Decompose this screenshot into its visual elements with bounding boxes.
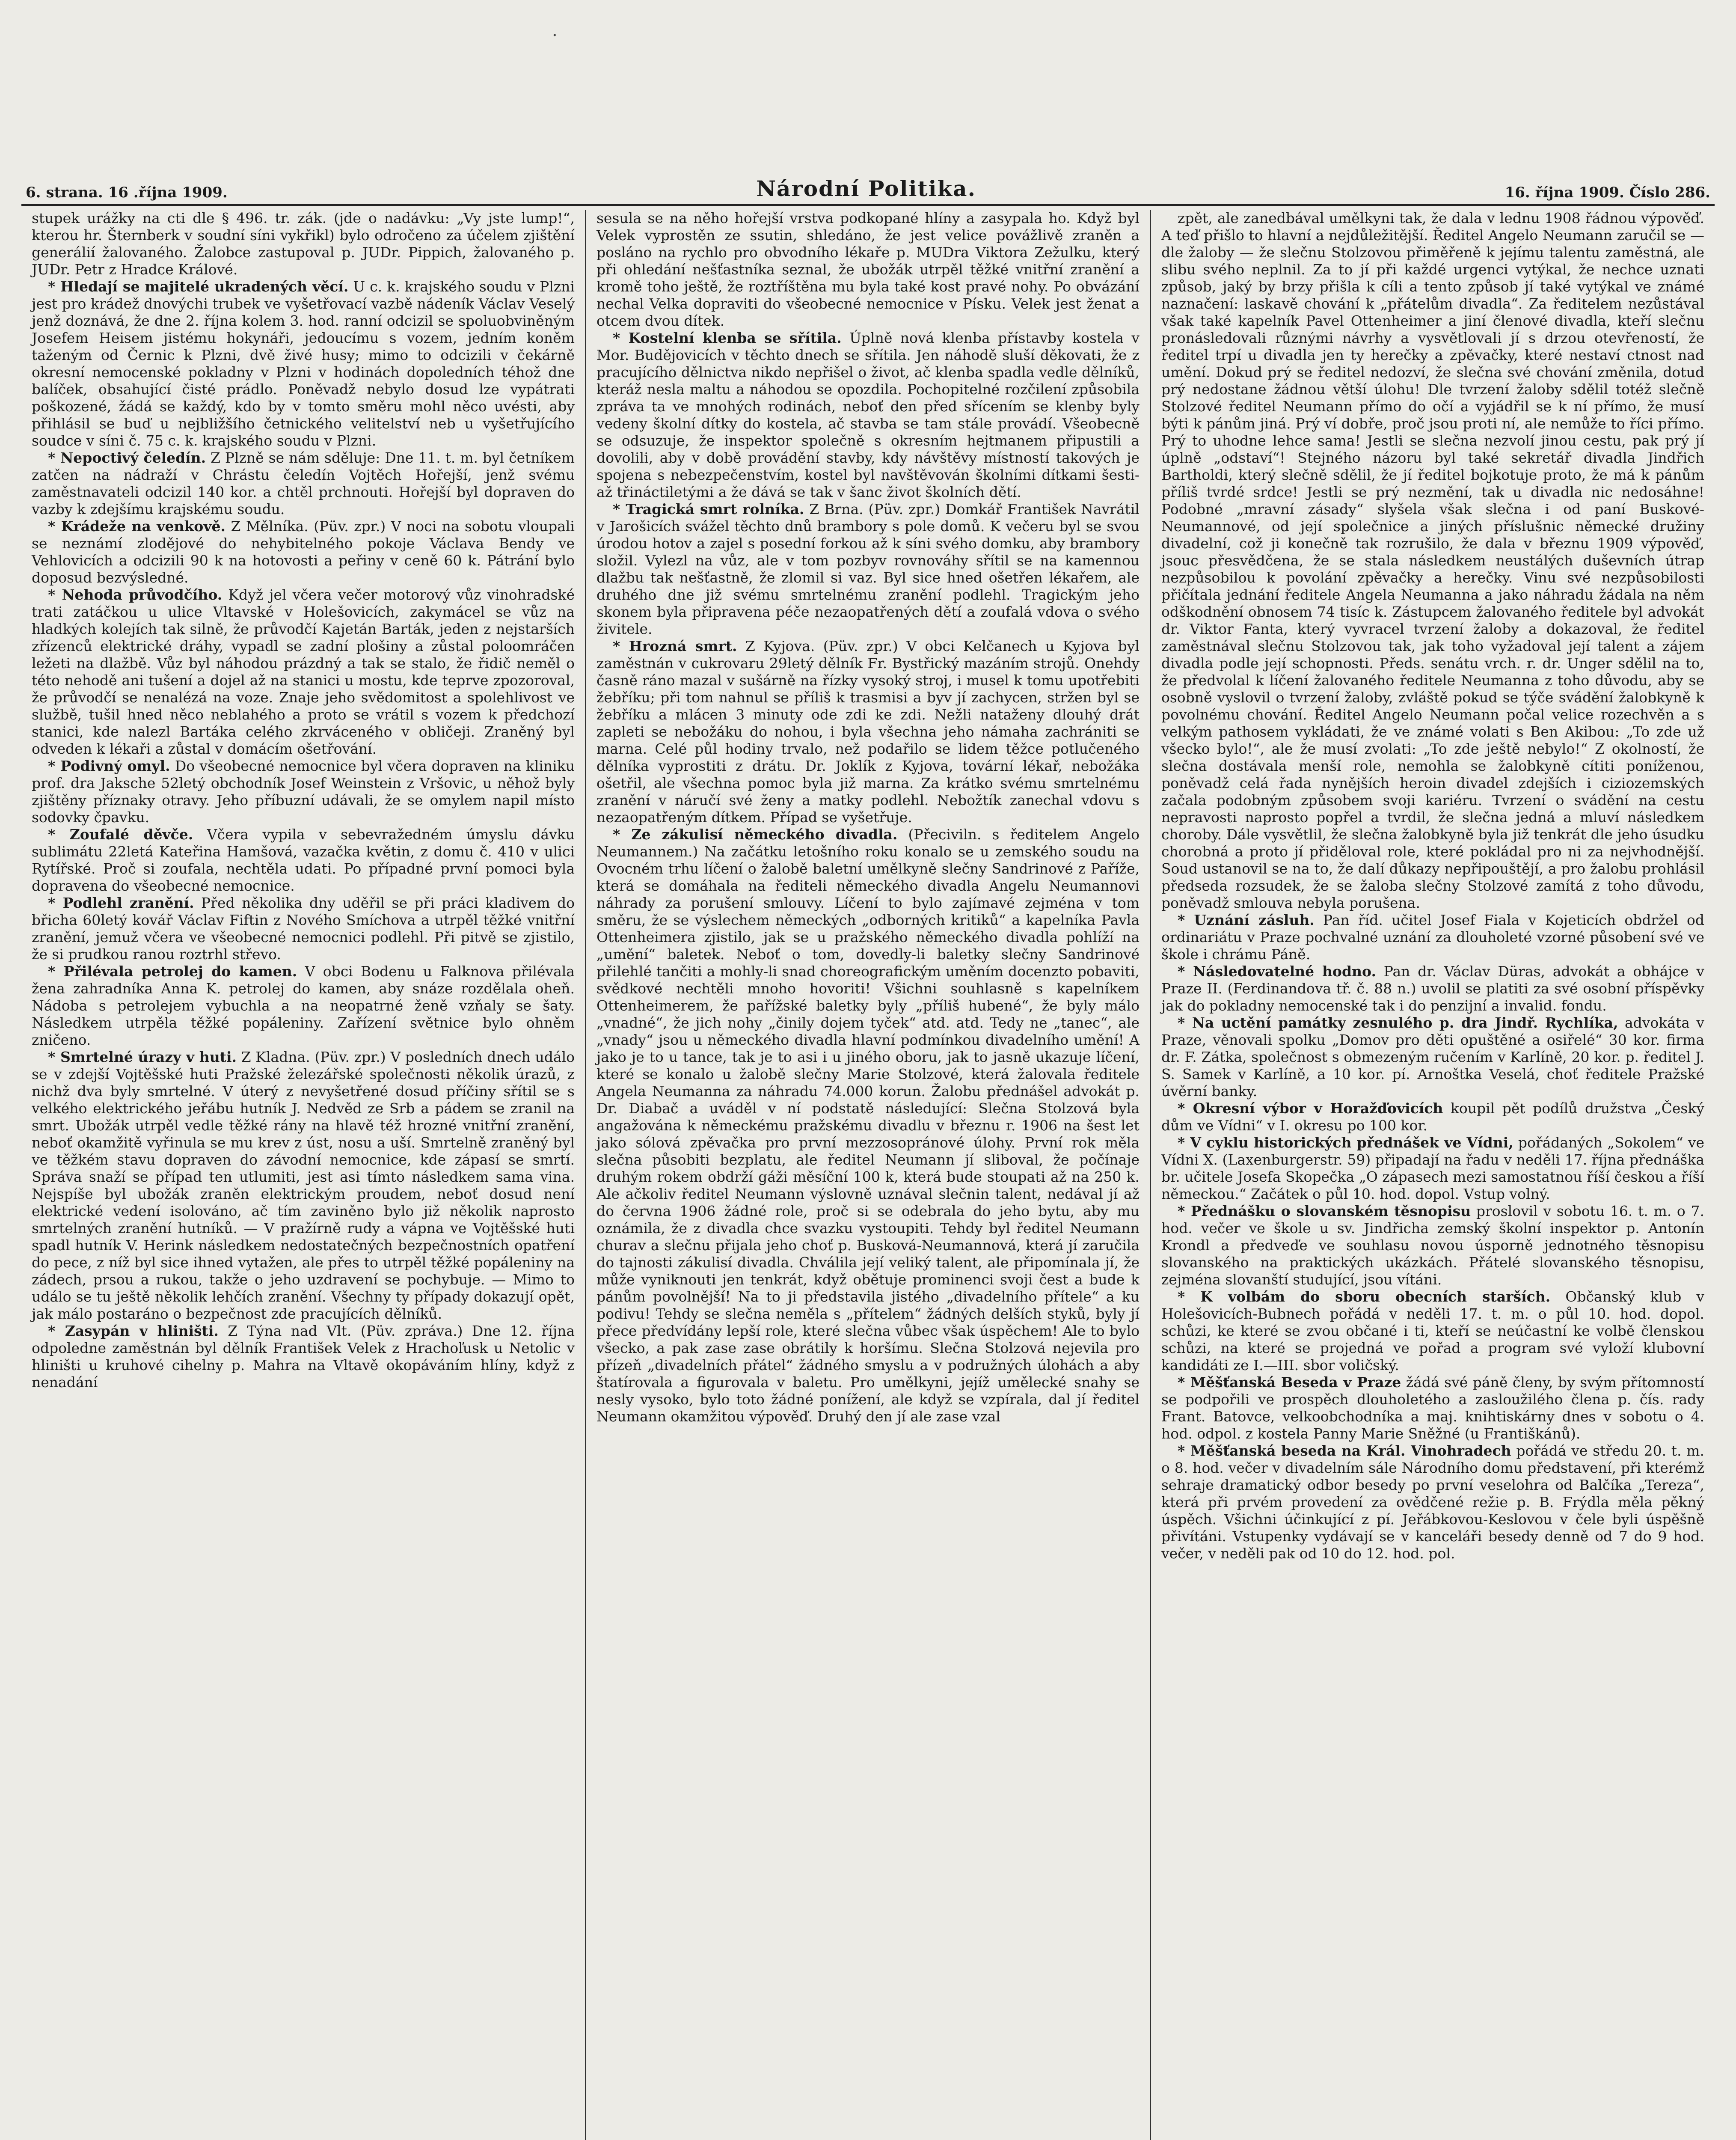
article-heading: * Hrozná smrt. [613,638,737,654]
article-text: Pan dr. Václav Düras, advokát a obhájce v Praze II. (Ferdinandova tř. č. 88 n.) uvolil se platiti za své osobní příspěvky jak do pokladny nemocenské tak i do penzijní a invalid. fondu. [1161,963,1704,1014]
article-heading: * Měšťanská Beseda v Praze [1178,1374,1401,1391]
article-heading: * Nepoctivý čeledín. [48,449,206,466]
article-text: (Přeciviln. s ředitelem Angelo Neumannem.) Na začátku letošního roku konalo se u zemského soudu na Ovocném trhu líčení o žalobě baletní umělkyně slečny Sandrinové z Paříže, která se domáhala na řediteli německého divadla Angelu Neumannovi náhrady za porušení smlouvy. Líčení to bylo zajímavé zejména v tom směru, že se výslechem německých „odborných kritiků“ a kapelníka Pavla Ottenheimera zjistilo, jak se u pražského německého divadla pohlíží na „umění“ baletek. Neboť o tom, dovedly-li baletky slečny Sandrinové přilehlé tančiti a mohly-li snad choreografickým uměním docenzto pobaviti, svědkové nechtěli mnoho hovoriti! Všichni souhlasně s kapelníkem Ottenheimerem, že pařížské baletky byly „příliš hubené“, že byly málo „vnadné“, že jich nohy „činily dojem tyček“ atd. atd. Tedy ne „tanec“, ale „vnady“ jsou u německého divadla hlavní podmínkou divadelního umění! A jako je to u tance, tak je to asi i u jiného oboru, jak to jasně ukazuje líčení, které se konalo u žalobě slečny Marie Stolzové, která žalovala ředitele Angela Neumanna za náhradu 74.000 korun. Žalobu přednášel advokát p. Dr. Diabač a uváděl v ní podstatě následující: Slečna Stolzová byla angažována k německému pražskému divadlu v březnu r. 1906 na šest let jako sólová zpěvačka pro první mezzosopránové úlohy. První rok měla slečna působiti bezplatu, ale ředitel Neumann jí sliboval, že počínaje druhým rokem obdrží gáži měsíční 100 k, která bude stoupati až na 250 k. Ale ačkoliv ředitel Neumann výslovně uznával slečnin talent, nedával jí až do června 1906 žádné role, proč si se odebrala do jeho bytu, aby mu oznámila, že z divadla chce svazku vystoupiti. Tehdy byl ředitel Neumann churav a slečnu přijala jeho choť p. Busková-Neumannová, která jí zaručila do tajnosti zákulisí divadla. Chválila její veliký talent, ale připomínala jí, že může vyniknouti jen tenkrát, když obětuje prominenci svoji čest a bude k pánům povolnější! Na to ji představila jistého „divadelního přítele“ a ku podivu! Tehdy se slečna neměla s „přítelem“ žádných delších styků, byly jí přece předvídány lepší role, které slečna vůbec však úspěchem! Ale to bylo všecko, a pak zase zase obrátily k horšímu. Slečna Stolzová nejevila pro přízeň „divadelních přátel“ žádného smyslu a v podružných úlohách a aby štatírovala a figurovala v baletu. Pro umělkyni, jejíž umělecké snahy se nesly vysoko, bylo toto žádné ponížení, ale když se vzpírala, dal jí ředitel Neumann okamžitou výpověď. Druhý den jí ale zase vzal [596,826,1140,1425]
article-text: Z Týna nad Vlt. (Püv. zpráva.) Dne 12. října odpoledne zaměstnán byl dělník František Velek z Hrachoľusk u Netolic v hliništi u kruhové cihelny p. Mahra na Vltavě okopáváním hlíny, když z nenadání [32,1323,575,1391]
article-text: pořádaných „Sokolem“ ve Vídni X. (Laxenburgerstr. 59) připadají na řadu v neděli 17. října přednáška br. učitele Josefa Skopečka „O zápasech mezi samostatnou říší českou a říší německou.“ Začátek o půl 10. hod. dopol. Vstup volný. [1161,1134,1704,1202]
article-text: Z Kladna. (Püv. zpr.) V posledních dnech událo se v zdejší Vojtěšské huti Pražské železářské společnosti několik úrazů, z nichž dva byly smrtelné. V úterý z nevyšetřené dosud příčiny sřítil se s velkého elektrického jeřábu hutník J. Nedvěd ze Srb a pádem se zranil na smrt. Ubožák utrpěl vedle těžké rány na hlavě též hrozné vnitřní zranění, neboť okamžitě vyřinula se mu krev z úst, nosu a uší. Smrtelně zraněný byl ve těžkém stavu dopraven do závodní nemocnice, kde zápasí se smrtí. Správa snaží se případ ten utlumiti, jest asi tímto následkem sama vina. Nejspíše byl ubožák zraněn elektrickým proudem, neboť dosud není elektrické vedení isolováno, ač tím zaviněno bylo již několik naprosto smrtelných zranění hutníků. — V pražírně rudy a vápna ve Vojtěšské huti spadl hutník V. Herink následkem nedostatečných bezpečnostních opatření do pece, z níž byl sice ihned vytažen, ale přes to utrpěl těžké popáleniny na zádech, prsou a rukou, takže o jeho uzdravení se pochybuje. — Mimo to událo se tu ještě několik lehčích zranění. Všechny ty případy dokazují opět, jak málo postaráno o bezpečnost zde pracujících dělníků. [32,1049,575,1322]
article-heading: * K volbám do sboru obecních starších. [1178,1288,1551,1305]
article-paragraph [1161,963,1704,1014]
header-rule [21,204,1715,206]
article-paragraph [1161,1100,1704,1134]
article-text: Z Kyjova. (Püv. zpr.) V obci Kelčanech u Kyjova byl zaměstnán v cukrovaru 29letý dělník Fr. Bystřický mazáním strojů. Onehdy časně ráno mazal v sušárně na řízky vysoký stroj, i musel k tomu upotřebiti žebříku; při tom nahnul se příliš k trasmisi a byv jí zachycen, stržen byl se žebříku a mlácen 3 minuty ode zdi ke zdi. Nežli nataženy dlouhý drát zapleti se nebožáku do nohou, i byla všechna jeho námaha zachrániti se marna. Celé půl hodiny trvalo, než podařilo se lidem těžce potlučeného dělníka vyprostiti z drátu. Dr. Joklík z Kyjova, tovární lékař, nebožáka ošetřil, ale všechna pomoc byla již marna. Za krátko svému smrtelnému zranění v náručí své ženy a matky podlehl. Nebožtík zanechal vdovu s nezaopatřeným dítkem. Případ se vyšetřuje. [596,638,1140,826]
article-text: žádá své páně členy, by svým přítomností se podpořili ve prospěch dlouholetého a zasloužilého člena p. čís. rady Frant. Batovce, velkoobchodníka a maj. knihtiskárny dnes v sobotu o 4. hod. odpol. z kostela Panny Marie Sněžné (u Františkánů). [1161,1374,1704,1442]
page-header [26,171,1710,201]
article-heading: * Hledají se majitelé ukradených věcí. [48,278,349,295]
article-text: advokáta v Praze, věnovali spolku „Domov pro děti opuštěné a osiřelé“ 30 kor. firma dr. F. Zátka, společnost s obmezeným ručením v Karlíně, 20 kor. p. ředitel J. S. Samek v Karlíně, a 10 kor. pí. Arnoštka Veselá, choť ředitele Pražské úvěrní banky. [1161,1014,1704,1100]
article-text: U c. k. krajského soudu v Plzni jest pro krádež dnovýchi trubek ve vyšetřovací vazbě nádeník Václav Veselý jenž doznává, že dne 2. října kolem 3. hod. ranní odcizil se spoluobviněným Josefem Heisem jistému hokynáři, jedoucímu s vozem, jedním koněm taženým od Černic k Plzni, dvě živé husy; mimo to odcizili v čekárně okresní nemocenské pokladny v Plzni v hodinách dopoledních téhož dne balíček, obsahující čisté prádlo. Poněvadž nebylo dosud lze vypátrati poškozené, žádá se každý, kdo by v tomto směru mohl něco uvésti, aby přihlásil se buď u nejbližšího četnického velitelství neb u vyšetřujícího soudce v síni č. 75 c. k. krajského soudu v Plzni. [32,278,575,449]
article-paragraph [596,330,1140,501]
article-paragraph [1161,1134,1704,1203]
article-text: pořádá ve středu 20. t. m. o 8. hod. večer v divadelním sále Národního domu představení, při kterémž sehraje dramatický odbor besedy po první veselohra od Balčíka „Tereza“, která při prvém provedení za ovědčené režie p. B. Frýdla měla pěkný úspěch. Všichni účinkující z pí. Jeřábkovou-Keslovou v čele byli úspěšně přivítáni. Vstupenky vydávají se v kanceláři besedy denně od 7 do 9 hod. večer, v neděli pak od 10 do 12. hod. pol. [1161,1442,1704,1562]
article-paragraph [32,449,575,518]
article-paragraph [1161,210,1704,912]
article-paragraph [32,586,575,758]
article-paragraph [32,963,575,1049]
article-heading: * Ze zákulisí německého divadla. [613,826,898,843]
article-paragraph [1161,1442,1704,1562]
article-heading: * Smrtelné úrazy v huti. [48,1049,237,1065]
article-heading: * Následovatelné hodno. [1178,963,1376,980]
article-heading: * Tragická smrt rolníka. [613,501,804,517]
article-text: Z Brna. (Püv. zpr.) Domkář František Navrátil v Jarošicích svážel těchto dnů brambory s pole domů. K večeru byl se svou úrodou hotov a zajel s posední forkou až k síni svého domku, aby brambory složil. Vylezl na vůz, ale v tom pozbyv rovnováhy sřítil se na kamennou dlažbu tak nešťastně, že zlomil si vaz. Byl sice hned ošetřen lékařem, ale druhého dne již svému smrtelnému zranění podlehl. Tragickým jeho skonem byla připravena péče nezaopatřených dětí a zoufalá vdova o svého živitele. [596,501,1140,637]
article-heading: * Na uctění památky zesnulého p. dra Jindř. Rychlíka, [1178,1014,1618,1031]
article-paragraph [32,895,575,963]
article-text: V obci Bodenu u Falknova přilévala žena zahradníka Anna K. petrolej do kamen, aby snáze rozdělala oheň. Nádoba s petrolejem vybuchla a na neopatrné ženě vzňaly se šaty. Následkem utrpěla těžké popáleniny. Zařízení světnice bylo ohněm zničeno. [32,963,575,1048]
column-3 [1150,210,1715,2140]
article-text: Včera vypila v sebevražedném úmyslu dávku sublimátu 22letá Kateřina Hamšová, vazačka květin, z domu č. 410 v ulici Rytířské. Proč si zoufala, nechtěla udati. Po případné první pomoci byla dopravena do všeobecné nemocnice. [32,826,575,894]
article-heading: * Přilévala petrolej do kamen. [48,963,297,980]
article-paragraph [32,826,575,895]
article-paragraph [32,758,575,826]
article-paragraph [32,278,575,449]
article-columns [21,210,1715,2140]
article-heading: * Uznání zásluh. [1178,912,1315,928]
article-text: Do všeobecné nemocnice byl včera dopraven na kliniku prof. dra Jaksche 52letý obchodník Josef Weinstein z Vršovic, u něhož byly zjištěny příznaky otravy. Jeho příbuzní udávali, že se omylem napil místo sodovky čpavku. [32,758,575,826]
article-text: Před několika dny uděřil se při práci kladivem do břicha 60letý kovář Václav Fiftin z Nového Smíchova a utrpěl těžké vnitřní zranění, jemuž včera ve všeobecné nemocnici podlehl. Při pitvě se zjistilo, že si prudkou ranou roztrhl střevo. [32,895,575,963]
article-text: stupek urážky na cti dle § 496. tr. zák. (jde o nadávku: „Vy jste lump!“, kterou hr. Šternberk v soudní síni vykřikl) bylo odročeno za účelem zjištění generálií žalovaného. Žalobce zastupoval p. JUDr. Pippich, žalovaného p. JUDr. Petr z Hradce Králové. [32,210,575,278]
article-heading: * Nehoda průvodčího. [48,586,223,603]
article-heading: * Podlehl zranění. [48,895,194,911]
article-heading: * Podivný omyl. [48,758,170,774]
article-heading: * Měšťanská beseda na Král. Vinohradech [1178,1442,1511,1459]
article-paragraph [1161,1014,1704,1100]
article-paragraph [1161,912,1704,963]
article-paragraph [596,210,1140,330]
article-text: sesula se na něho hořejší vrstva podkopané hlíny a zasypala ho. Když byl Velek vyprostěn ze ssutin, shledáno, že jest velice povážlivě zraněn a posláno na rychlo pro obvodního lékaře p. MUDra Viktora Zežulku, který při ohledání nešťastníka seznal, že ubožák utrpěl těžké vnitřní zranění a kromě toho ještě, že roztříštěna mu byla také kost pravé nohy. Po obvázání nechal Velka dopraviti do všeobecné nemocnice v Písku. Velek jest ženat a otcem dvou dítek. [596,210,1140,329]
article-paragraph [1161,1288,1704,1374]
header-right: 16. října 1909. Číslo 286. [1505,184,1710,201]
article-text: koupil pět podílů družstva „Český dům ve Vídni“ v I. okresu po 100 kor. [1161,1100,1704,1134]
article-heading: * V cyklu historických přednášek ve Vídni, [1178,1134,1513,1151]
article-heading: * Zoufalé děvče. [48,826,193,843]
article-heading: * Zasypán v hliništi. [48,1323,219,1339]
article-paragraph [596,826,1140,1425]
top-mark: · [552,26,558,45]
article-text: Úplně nová klenba přístavby kostela v Mor. Budějovicích v těchto dnech se sřítila. Jen náhodě sluší děkovati, že z pracujícího dělnictva nikdo nepřišel o život, ač klenba spadla vedle dělníků, kteráž nesla maltu a náhodou se opozdila. Pochopitelné rozčilení způsobila zpráva ta ve mnohých rodinách, neboť den před sřícením se klenby byly vedeny školní dítky do kostela, ač stavba se tam stále provádí. Všeobecně se odsuzuje, že inspektor společně s okresním hejtmanem připustili a dovolili, aby v době provádění stavby, kdy návštěvy místností takových je spojena s nebezpečenstvím, kostel byl navštěvován školními dítkami šesti- až třináctiletými a že dává se tak v šanc život školních dětí. [596,330,1140,500]
column-2 [585,210,1150,2140]
newspaper-title: Národní Politika. [756,176,976,201]
article-text: Z Mělníka. (Püv. zpr.) V noci na sobotu vloupali se neznámí zlodějové do nehybitelného pokoje Václava Bendy ve Vehlovicích a odcizili 90 k na hotovosti a peřiny v ceně 60 k. Pátrání bylo doposud bezvýsledné. [32,518,575,586]
article-heading: * Přednášku o slovanském těsnopisu [1178,1203,1471,1219]
article-paragraph [596,638,1140,826]
article-paragraph [596,501,1140,638]
article-paragraph [1161,1203,1704,1288]
article-text: Občanský klub v Holešovicích-Bubnech pořádá v neděli 17. t. m. o půl 10. hod. dopol. schůzi, ke které se zvou občané i ti, kteří se neúčastní ke volbě členskou schůzi, na které se projedná ve pořad a program své vyloží klubovní kandidáti ze I.—III. sbor voličský. [1161,1288,1705,1373]
article-paragraph [32,1049,575,1323]
article-paragraph [32,1323,575,1391]
article-heading: * Kostelní klenba se sřítila. [613,330,842,346]
article-text: zpět, ale zanedbával umělkyni tak, že dala v lednu 1908 řádnou výpověď. A teď přišlo to hlavní a nejdůležitější. Ředitel Angelo Neumann zaručil se — dle žaloby — že slečnu Stolzovou přiměřeně k jejímu talentu zaměstná, ale slibu svého neplnil. Za to jí při každé urgenci vytýkal, že nechce uznati způsob, jaký by brzy přišla k cíli a tento způsob jí také vytýkal ve známé naznačení: laskavě chování k „přátelům divadla“. Za ředitelem nezůstával však také kapelník Pavel Ottenheimer a jiní členové divadla, kteří slečnu pronásledovali různými návrhy a vysvětlovali jí s drzou otevřeností, že ředitel trpí u divadla jen ty herečky a zpěvačky, které nestaví ctnost nad umění. Dokud prý se ředitel nedozví, že slečna své chování změnila, dotud prý nedostane žádnou větší úlohu! Dle tvrzení žaloby sdělil totéž slečně Stolzové ředitel Neumann přímo do očí a vyjádřil se k ní přímo, že musí býti k pánům jiná. Prý ví dobře, proč jsou proti ní, ale nemůže to říci přímo. Prý to uhodne lehce sama! Jestli se slečna nezvolí jinou cestu, pak prý jí úplně „odstaví“! Stejného názoru byl také sekretář divadla Jindřich Bartholdi, který slečně sdělil, že jí ředitel bojkotuje proto, že má k pánům příliš tvrdé srdce! Jestli se prý nezmění, tak u divadla nic nedosáhne! Podobné „mravní zásady“ slyšela však slečna i od paní Buskové-Neumannové, od její společnice a jiných příslušnic německé družiny divadelní, což ji konečně tak rozrušilo, že dala v březnu 1909 výpověď, jsouc přesvědčena, že se stala následkem neustálých duševních útrap nezpůsobilou k povolání zpěvačky a herečky. Vinu své nezpůsobilosti přičítala jednání ředitele Angela Neumanna a jako náhradu žádala na něm odškodnění obnosem 74 tisíc k. Zástupcem žalovaného ředitele byl advokát dr. Viktor Fanta, který vyvracel tvrzení žaloby a dokazoval, že ředitel zaměstnával slečnu Stolzovou tak, jak toho vyžadoval její talent a zájem divadla podle její schopnosti. Předs. senátu vrch. r. dr. Unger sdělil na to, že předvolal k líčení žalovaného ředitele Neumanna z toho důvodu, aby se osobně vyslovil o tvrzení žaloby, zvláště pokud se týče svádění žalobkyně k povolnému chování. Ředitel Angelo Neumann počal velice rozechvěn a s velkým pathosem vykládati, že ve známé volati s Ben Akibou: „To zde už všecko bylo!“, ale že musí zvolati: „To zde ještě nebylo!“ Z okolností, že slečna dostávala menší role, nemohla se žalobkyně cítiti poníženou, poněvadž celá řada nynějších heroin divadel zdejších i ciziozemských začala podobným způsobem svoji kariéru. Tvrzení o svádění na cestu nepravosti naprosto popřel a tvrdil, že slečna jedná a mluví následkem choroby. Dále vysvětlil, že slečna žalobkyně byla již tenkrát dle jeho úsudku chorobná a proto jí přiděloval role, které pokládal pro ni za nejvhodnější. Soud ustanovil se na to, že dalí důkazy nepřipouštějí, a pro žalobu prohlásil předseda rozsudek, že se žaloba slečny Stolzové zamítá z toho důvodu, poněvadž smlouva nebyla porušena. [1161,210,1704,911]
column-1 [21,210,585,2140]
article-text: Z Plzně se nám sděluje: Dne 11. t. m. byl četníkem zatčen na nádraží v Chrástu čeledín Vojtěch Hořejší, jenž svému zaměstnavateli odcizil 140 kor. a chtěl prchnouti. Hořejší byl dopraven do vazby k zdejšímu krajskému soudu. [32,449,575,517]
article-text: Pan říd. učitel Josef Fiala v Kojeticích obdržel od ordinariátu v Praze pochvalné uznání za dlouholeté vzorné působení své ve škole i chrámu Páně. [1161,912,1704,963]
article-heading: * Krádeže na venkově. [48,518,226,535]
article-paragraph [1161,1374,1704,1442]
article-heading: * Okresní výbor v Horažďovicích [1178,1100,1443,1117]
article-paragraph [32,518,575,586]
header-left: 6. strana. 16 .října 1909. [26,184,228,201]
article-paragraph [32,210,575,278]
article-text: proslovil v sobotu 16. t. m. o 7. hod. večer ve škole u sv. Jindřicha zemský školní inspektor p. Antonín Krondl a předveďe ve souhlasu novou úsporně jednotného těsnopisu slovanského na praktických ukázkách. Přátelé slovanského těsnopisu, zejména slovanští studující, jsou vítáni. [1161,1203,1704,1288]
article-text: Když jel včera večer motorový vůz vinohradské trati zatáčkou u ulice Vltavské v Holešovicích, zakymácel se vůz na hladkých kolejích tak silně, že průvodčí Kajetán Barták, jeden z nejstarších zřízenců elektrické dráhy, vypadl se zadní plošiny a zůstal poloomráčen ležeti na dlažbě. Vůz byl náhodou prázdný a tak se stalo, že řidič neměl o této nehodě ani tušení a dojel až na stanici u mostu, kde teprve zpozoroval, že průvodčí se nenalézá na voze. Znaje jeho svědomitost a spolehlivost ve službě, tušil hned něco neblahého a proto se vrátil s vozem k předchozí stanici, kde nalezl Bartáka celého zkrváceného v obličeji. Zraněný byl odveden k lékaři a zůstal v domácím ošetřování. [32,586,575,757]
